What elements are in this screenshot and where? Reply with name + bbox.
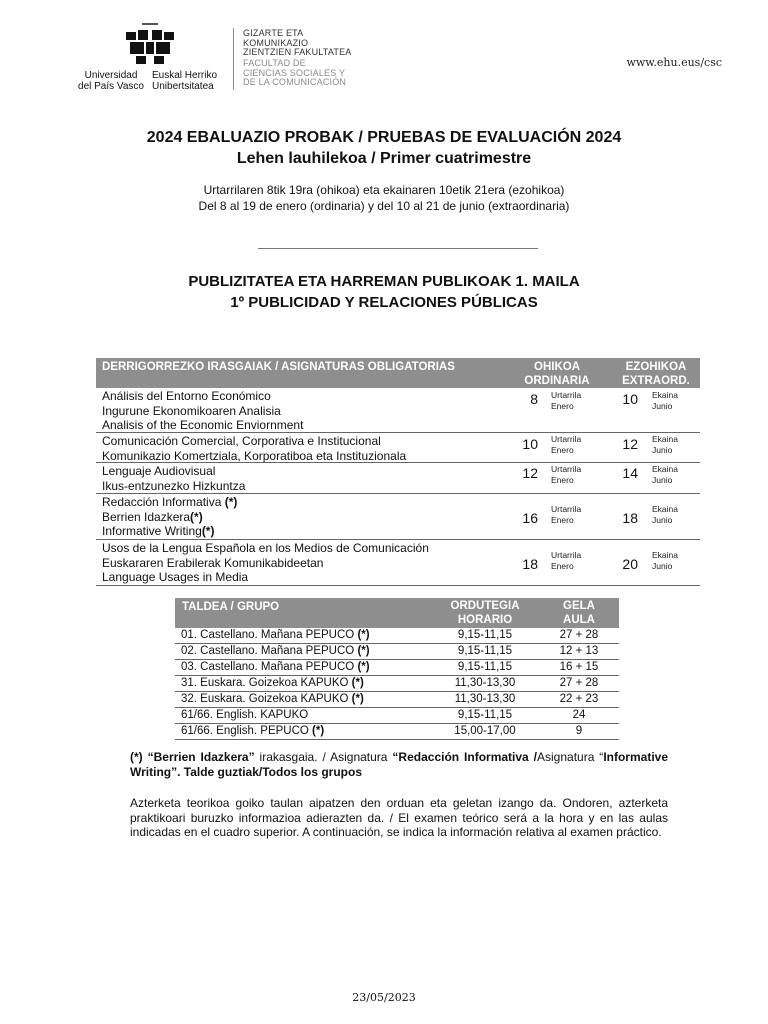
- asterisk-mark: (*): [190, 509, 203, 524]
- separator-line: [258, 248, 538, 249]
- groups-table: [175, 598, 619, 740]
- degree-title-es: 1º PUBLICIDAD Y RELACIONES PÚBLICAS: [230, 294, 538, 311]
- ordinary-day: 18: [522, 556, 538, 572]
- dates-es: Del 8 al 19 de enero (ordinaria) y del 10 al 21 de junio (extraordinaria): [198, 199, 570, 213]
- table-row: [175, 628, 619, 644]
- group-name-text: 01. Castellano. Mañana PEPUCO: [181, 629, 355, 641]
- subject-name-text: Berrien Idazkera: [102, 509, 191, 524]
- note-part: “Redacción Informativa /: [392, 750, 537, 764]
- subjects-table-header: [96, 358, 700, 388]
- group-time: 11,30-13,30: [454, 693, 516, 705]
- extraordinary-month: Ekaina Junio: [652, 390, 678, 411]
- logo-divider: [233, 28, 234, 90]
- subject-name: Análisis del Entorno Económico: [102, 389, 271, 403]
- group-room: 24: [572, 709, 586, 721]
- header-extraordinary: EZOHIKOA EXTRAORD.: [622, 361, 690, 387]
- subject-name: Ikus-entzunezko Hizkuntza: [102, 478, 246, 493]
- group-time: 9,15-11,15: [457, 661, 513, 673]
- table-row: [96, 433, 700, 463]
- asterisk-mark: (*): [224, 495, 238, 509]
- exam-info-paragraph: Azterketa teorikoa goiko taulan aipatzen den orduan eta geletan izango da. Ondoren, azterketa praktikoari buruzko informazioa adierazten da. / El examen teórico será a la hora y en las aulas indicadas en el cuadro superior. A continuación, se indica la información relativa al examen práctico.: [130, 796, 668, 839]
- table-row: [175, 660, 619, 676]
- footer-date: 23/05/2023: [352, 991, 416, 1004]
- subject-name: [102, 524, 512, 539]
- subject-name-text: Redacción Informativa: [102, 495, 222, 509]
- university-name-eu: Euskal Herriko Unibertsitatea: [152, 70, 218, 92]
- asterisk-mark: (*): [357, 629, 370, 641]
- group-name-text: 31. Euskara. Goizekoa KAPUKO: [181, 677, 349, 689]
- faculty-name-es: FACULTAD DE CIENCIAS SOCIALES Y DE LA COMUNICACIÓN: [243, 58, 347, 87]
- note-part: Informative Writing”. Talde guztiak/Todos los grupos: [130, 750, 668, 779]
- subject-name: Comunicación Comercial, Corporativa e Institucional: [102, 434, 381, 448]
- table-row: [175, 724, 619, 740]
- group-name: [181, 676, 364, 691]
- subject-names: [96, 540, 512, 585]
- extraordinary-month: Ekaina Junio: [652, 504, 678, 525]
- table-row: [175, 676, 619, 692]
- subject-name: Lenguaje Audiovisual: [102, 464, 216, 478]
- table-row: [96, 494, 700, 540]
- asterisk-mark: (*): [351, 693, 364, 705]
- ordinary-day: 10: [522, 436, 538, 452]
- asterisk-mark: (*): [201, 524, 215, 538]
- subject-names: [96, 494, 512, 539]
- asterisk-mark: (*): [312, 725, 325, 737]
- group-room: 27 + 28: [559, 677, 599, 689]
- extraordinary-day: 18: [622, 510, 638, 526]
- asterisk-mark: (*): [357, 645, 370, 657]
- group-name: [181, 692, 364, 707]
- extraordinary-day: 12: [622, 436, 638, 452]
- extraordinary-day: 10: [622, 391, 638, 407]
- header-schedule: ORDUTEGIA HORARIO: [450, 600, 520, 626]
- extraordinary-month: Ekaina Junio: [652, 550, 678, 571]
- group-name-text: 03. Castellano. Mañana PEPUCO: [181, 661, 355, 673]
- subject-names: [96, 463, 512, 493]
- ordinary-day: 12: [522, 465, 538, 481]
- group-room: 12 + 13: [559, 645, 599, 657]
- dates-eu: Urtarrilaren 8tik 19ra (ohikoa) eta ekainaren 10etik 21era (ezohikoa): [203, 183, 565, 197]
- table-row: [175, 644, 619, 660]
- group-room: 9: [575, 725, 583, 737]
- group-name: [181, 644, 370, 659]
- group-name: [181, 708, 308, 723]
- subject-name: Usos de la Lengua Española en los Medios de Comunicación: [102, 541, 429, 555]
- group-name-text: 32. Euskara. Goizekoa KAPUKO: [181, 693, 349, 705]
- asterisk-mark: (*): [357, 661, 370, 673]
- note-part: Asignatura “: [537, 750, 604, 764]
- degree-title-eu: PUBLIZITATEA ETA HARREMAN PUBLIKOAK 1. MAILA: [188, 273, 580, 290]
- extraordinary-day: 20: [622, 556, 638, 572]
- table-row: [175, 708, 619, 724]
- ordinary-month: Urtarrila Enero: [551, 464, 582, 485]
- group-name-text: 02. Castellano. Mañana PEPUCO: [181, 645, 355, 657]
- group-name-text: 61/66. English. PEPUCO: [181, 725, 309, 737]
- ordinary-month: Urtarrila Enero: [551, 550, 582, 571]
- subject-names: [96, 388, 512, 433]
- subject-name: Euskararen Erabilerak Komunikabideetan: [102, 555, 324, 570]
- ordinary-month: Urtarrila Enero: [551, 504, 582, 525]
- university-logo: [66, 22, 382, 100]
- header-group: TALDEA / GRUPO: [182, 601, 280, 613]
- group-name: [181, 628, 370, 643]
- table-row: [96, 540, 700, 586]
- header-ordinary: OHIKOA ORDINARIA: [524, 361, 590, 387]
- website-link[interactable]: www.ehu.eus/csc: [626, 56, 722, 69]
- extraordinary-day: 14: [622, 465, 638, 481]
- group-time: 11,30-13,30: [454, 677, 516, 689]
- subject-names: [96, 433, 512, 463]
- group-name-text: 61/66. English. KAPUKO: [181, 709, 309, 721]
- table-row: [175, 692, 619, 708]
- ordinary-month: Urtarrila Enero: [551, 434, 582, 455]
- subject-name: Ingurune Ekonomikoaren Analisia: [102, 403, 281, 418]
- ordinary-day: 16: [522, 510, 538, 526]
- university-emblem-icon: [122, 22, 178, 70]
- asterisk-mark: (*): [351, 677, 364, 689]
- group-time: 9,15-11,15: [457, 645, 513, 657]
- subject-name: Komunikazio Komertziala, Korporatiboa eta Instituzionala: [102, 448, 407, 463]
- header-subject: DERRIGORREZKO IRASGAIAK / ASIGNATURAS OBLIGATORIAS: [102, 361, 455, 373]
- group-time: 9,15-11,15: [457, 709, 513, 721]
- subject-name: Analisis of the Economic Enviornment: [102, 418, 304, 432]
- extraordinary-month: Ekaina Junio: [652, 464, 678, 485]
- table-row: [96, 463, 700, 494]
- ordinary-month: Urtarrila Enero: [551, 390, 582, 411]
- group-room: 22 + 23: [559, 693, 599, 705]
- group-name: [181, 724, 324, 739]
- document-subtitle: Lehen lauhilekoa / Primer cuatrimestre: [236, 150, 532, 167]
- group-room: 16 + 15: [559, 661, 599, 673]
- note-part: irakasgaia. / Asignatura: [254, 750, 393, 764]
- subject-name: Language Usages in Media: [102, 570, 249, 584]
- document-title: 2024 EBALUAZIO PROBAK / PRUEBAS DE EVALUACIÓN 2024: [146, 129, 622, 146]
- subjects-table: [96, 358, 700, 586]
- ordinary-day: 8: [530, 391, 538, 407]
- group-name: [181, 660, 370, 675]
- university-name-es: Universidad del País Vasco: [78, 70, 144, 92]
- extraordinary-month: Ekaina Junio: [652, 434, 678, 455]
- group-time: 15,00-17,00: [454, 725, 516, 737]
- subject-name-text: Informative Writing: [102, 524, 202, 538]
- faculty-name-eu: GIZARTE ETA KOMUNIKAZIO ZIENTZIEN FAKULTATEA: [243, 28, 352, 57]
- groups-table-header: [175, 598, 619, 628]
- asterisk-note: [130, 750, 668, 780]
- note-part: (*) “Berrien Idazkera”: [130, 750, 255, 764]
- group-time: 9,15-11,15: [457, 629, 513, 641]
- subject-name: [102, 510, 512, 525]
- group-room: 27 + 28: [559, 629, 599, 641]
- header-room: GELA AULA: [563, 600, 595, 626]
- table-row: [96, 388, 700, 433]
- subject-name: [102, 495, 512, 510]
